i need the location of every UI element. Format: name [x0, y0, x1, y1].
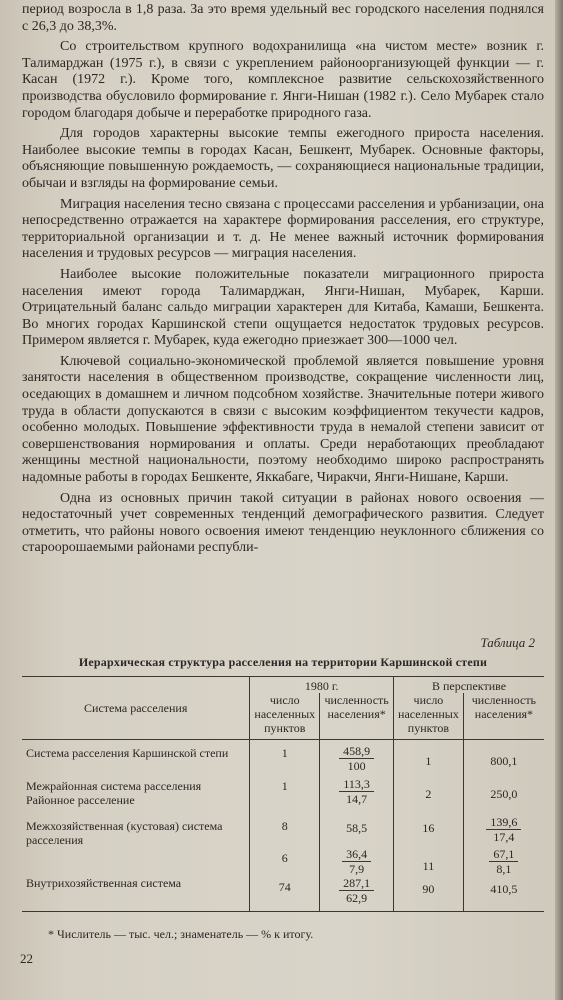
- cell-pop-future: [486, 815, 521, 844]
- paragraph-7: Одна из основных причин такой ситуации в районах нового освоения — недостаточный учет современных тенденций демографического развития. Следует отметить, что районы нового освоения имеют тенденцию неуклонного сближения со староорошаемыми районами республи-: [22, 490, 544, 556]
- table-row: [22, 740, 544, 774]
- cell-pop-1980-num: 287,1: [339, 876, 374, 891]
- paragraph-5: Наиболее высокие положительные показатели миграционного прироста населения имеют города Талимарджан, Янги-Нишан, Мубарек, Карши. Отрицательный баланс сальдо миграции характерен для Китаба, Камаши, Бешкента. Во многих городах Каршинской степи ощущается недостаток трудовых ресурсов. Примером является г. Мубарек, куда ежегодно приезжает 300—1000 чел.: [22, 266, 544, 349]
- cell-count-1980: 1: [250, 773, 320, 807]
- cell-count-future: 1: [394, 740, 464, 774]
- table-footnote: * Числитель — тыс. чел.; знаменатель — % к итогу.: [48, 927, 314, 941]
- row-name: Система расселения Каршинской степи: [26, 746, 229, 760]
- cell-pop-1980: 58,5: [320, 807, 394, 847]
- cell-count-1980: 8: [250, 807, 320, 847]
- cell-pop-future-den: 8,1: [496, 862, 512, 876]
- paragraph-3: Для городов характерны высокие темпы ежегодного прироста населения. Наиболее высокие темпы в городах Касан, Бешкент, Мубарек. Основные факторы, объясняющие повышенную рождаемость, — сохраняющиеся национальные традиции, обычаи и взгляды на формирование семьи.: [22, 126, 544, 191]
- header-pop-1980: численность населения*: [320, 693, 394, 740]
- row-name: Внутрихозяйственная система: [26, 876, 182, 890]
- header-future: В перспективе: [394, 677, 544, 694]
- settlement-table: [22, 676, 544, 912]
- cell-pop-future-num: 67,1: [489, 847, 518, 862]
- paragraph-2: Со строительством крупного водохранилища «на чистом месте» возник г. Талимарджан (1975 г.), в связи с укреплением районоорганизующей функции — г. Касан (1972 г.). Кроме того, комплексное развитие сельскохозяйственного производства обусловило формирование г. Янги-Нишан (1982 г.). Село Мубарек стало городом благодаря добыче и переработке природного газа.: [22, 39, 544, 121]
- table-row: [22, 876, 544, 912]
- cell-count-1980: 1: [250, 740, 320, 774]
- cell-pop-1980: [339, 876, 374, 905]
- header-1980: 1980 г.: [250, 677, 394, 694]
- cell-pop-1980-den: 100: [347, 759, 366, 773]
- cell-pop-future-num: 139,6: [486, 815, 521, 830]
- table-row: [22, 847, 544, 876]
- paragraph-1: период возросла в 1,8 раза. За это время удельный вес городского населения поднялся с 26,3 до 38,3%.: [22, 2, 544, 34]
- paragraph-6: Ключевой социально-экономической проблемой является повышение уровня занятости населения в общественном производстве, сокращение численности лиц, оседающих в домашнем и личном подсобном хозяйстве. Значительные потери живого труда в области допускаются в связи с высоким коэффициентом текучести кадров, особенно молодых. Повышение эффективности труда в немалой степени зависит от совершенствования нормирования и оплаты. Среди неработающих преобладают женщины местной национальности, поэтому необходимо широко распространять надомные работы в городах Бешкенте, Яккабаге, Чиракчи, Янги-Нишане, Карши.: [22, 353, 544, 486]
- cell-count-1980: 6: [250, 847, 320, 876]
- cell-pop-1980: [339, 777, 374, 806]
- cell-pop-future: 250,0: [463, 773, 544, 807]
- cell-pop-future: 410,5: [463, 876, 544, 912]
- cell-pop-1980: [339, 744, 374, 773]
- cell-pop-future: [489, 847, 518, 876]
- header-pop-future: численность населения*: [463, 693, 544, 740]
- cell-count-future: 2: [394, 773, 464, 807]
- header-count-1980: число населенных пунктов: [250, 693, 320, 740]
- cell-pop-1980-num: 458,9: [339, 744, 374, 759]
- row-name: Межрайонная система расселения Районное расселение: [26, 779, 202, 807]
- table-label: Таблица 2: [480, 635, 535, 650]
- cell-count-future: 16: [394, 807, 464, 847]
- paragraph-4: Миграция населения тесно связана с процессами расселения и урбанизации, она непосредственно отражается на характере формирования расселения, его структуре, территориальной организации и т. д. Не менее важный источник формирования населения и трудовых ресурсов — миграция населения.: [22, 196, 544, 262]
- cell-pop-1980-num: 36,4: [342, 847, 371, 862]
- row-name: Межхозяйственная (кустовая) система расселения: [26, 819, 223, 847]
- header-system: Система расселения: [22, 677, 250, 740]
- cell-pop-1980-den: 14,7: [346, 792, 368, 806]
- header-count-future: число населенных пунктов: [394, 693, 464, 740]
- cell-pop-future: 800,1: [463, 740, 544, 774]
- cell-pop-1980-den: 62,9: [346, 891, 368, 905]
- cell-count-future: 11: [394, 847, 464, 876]
- table-title: Иерархическая структура расселения на территории Каршинской степи: [78, 655, 488, 669]
- table-row: [22, 773, 544, 807]
- cell-pop-future-den: 17,4: [493, 830, 515, 844]
- page-number: 22: [20, 951, 33, 966]
- cell-count-1980: 74: [250, 876, 320, 912]
- table-row: [22, 807, 544, 847]
- row-name: [22, 847, 250, 876]
- cell-pop-1980: [342, 847, 371, 876]
- cell-pop-1980-den: 7,9: [349, 862, 365, 876]
- body-text: [22, 2, 544, 557]
- cell-pop-1980-num: 113,3: [339, 777, 374, 792]
- cell-count-future: 90: [394, 876, 464, 912]
- page-edge-shadow: [555, 0, 563, 1000]
